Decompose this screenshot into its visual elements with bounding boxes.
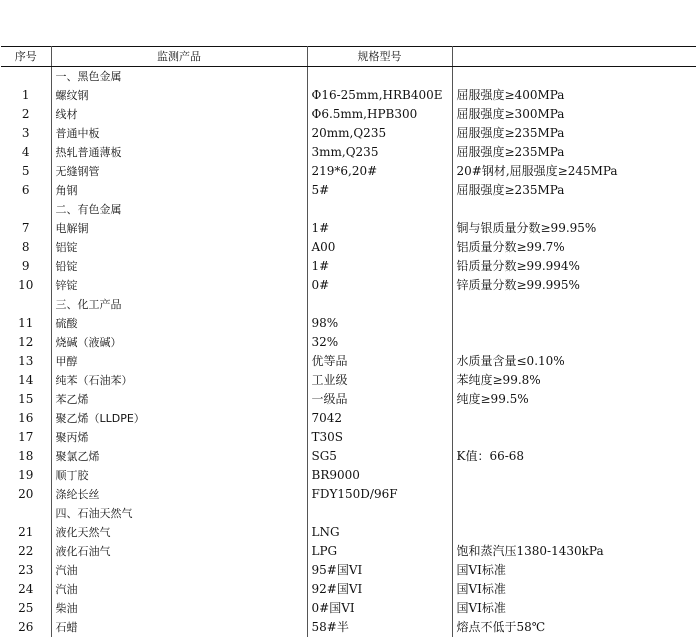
row-note xyxy=(452,314,696,333)
row-note: 国VI标准 xyxy=(456,563,506,577)
row-model: FDY150D/96F xyxy=(307,485,452,504)
row-note: 屈服强度≥300MPa xyxy=(456,107,565,121)
row-seq: 12 xyxy=(1,333,51,352)
row-note: 饱和蒸汽压1380-1430kPa xyxy=(456,544,604,558)
row-note: 锌质量分数≥99.995% xyxy=(456,278,580,292)
row-seq: 18 xyxy=(1,447,51,466)
table-row xyxy=(1,314,696,333)
row-product: 柴油 xyxy=(51,599,307,618)
row-model: 0# xyxy=(307,276,452,295)
row-model: 优等品 xyxy=(307,352,452,371)
row-product: 聚氯乙烯 xyxy=(51,447,307,466)
row-seq: 9 xyxy=(1,257,51,276)
category-label: 四、石油天然气 xyxy=(51,504,307,523)
row-product: 苯乙烯 xyxy=(51,390,307,409)
row-note: 铅质量分数≥99.994% xyxy=(456,259,580,273)
row-model: Φ6.5mm,HPB300 xyxy=(307,105,452,124)
row-product: 聚丙烯 xyxy=(51,428,307,447)
row-product: 电解铜 xyxy=(51,219,307,238)
table-row xyxy=(1,428,696,447)
row-model: A00 xyxy=(307,238,452,257)
row-product: 铝锭 xyxy=(51,238,307,257)
category-label: 二、有色金属 xyxy=(51,200,307,219)
row-model: 7042 xyxy=(307,409,452,428)
row-product: 硫酸 xyxy=(51,314,307,333)
table-row xyxy=(1,447,696,466)
row-product: 烧碱（液碱） xyxy=(51,333,307,352)
row-product: 线材 xyxy=(51,105,307,124)
table-row xyxy=(1,352,696,371)
header-seq: 序号 xyxy=(1,47,51,67)
row-model: 0#国VI xyxy=(307,599,452,618)
row-note: 屈服强度≥235MPa xyxy=(456,126,565,140)
row-product: 液化天然气 xyxy=(51,523,307,542)
row-product: 纯苯（石油苯） xyxy=(51,371,307,390)
row-note: K值：66-68 xyxy=(456,449,525,463)
table-row xyxy=(1,618,696,637)
row-note xyxy=(452,523,696,542)
table-row xyxy=(1,409,696,428)
row-product: 铅锭 xyxy=(51,257,307,276)
row-product: 螺纹钢 xyxy=(51,86,307,105)
row-model: LPG xyxy=(307,542,452,561)
table-row xyxy=(1,86,696,105)
category-seq-cell xyxy=(1,295,51,314)
table-row xyxy=(1,333,696,352)
row-seq: 14 xyxy=(1,371,51,390)
spec-table xyxy=(1,46,696,637)
header-product: 监测产品 xyxy=(51,47,307,67)
row-model: 一级品 xyxy=(307,390,452,409)
row-model: 219*6,20# xyxy=(307,162,452,181)
row-note: 水质量含量≤0.10% xyxy=(456,354,565,368)
table-header-row xyxy=(1,47,696,67)
table-row xyxy=(1,105,696,124)
row-note: 纯度≥99.5% xyxy=(456,392,529,406)
category-model-cell xyxy=(307,504,452,523)
row-product: 石蜡 xyxy=(51,618,307,637)
row-note: 屈服强度≥235MPa xyxy=(456,183,565,197)
row-note: 屈服强度≥235MPa xyxy=(456,145,565,159)
row-seq: 5 xyxy=(1,162,51,181)
row-note: 20#钢材,屈服强度≥245MPa xyxy=(456,164,618,178)
row-product: 甲醇 xyxy=(51,352,307,371)
row-product: 涤纶长丝 xyxy=(51,485,307,504)
row-note: 苯纯度≥99.8% xyxy=(456,373,541,387)
row-seq: 16 xyxy=(1,409,51,428)
row-note: 国VI标准 xyxy=(456,601,506,615)
row-product: 角钢 xyxy=(51,181,307,200)
table-row xyxy=(1,371,696,390)
table-row xyxy=(1,485,696,504)
table-row xyxy=(1,238,696,257)
row-note: 熔点不低于58℃ xyxy=(456,620,546,634)
row-product: 锌锭 xyxy=(51,276,307,295)
row-product: 无缝钢管 xyxy=(51,162,307,181)
row-seq: 15 xyxy=(1,390,51,409)
category-row xyxy=(1,67,696,87)
row-product: 聚乙烯（LLDPE） xyxy=(51,409,307,428)
row-model: 1# xyxy=(307,257,452,276)
row-product: 汽油 xyxy=(51,561,307,580)
table-row xyxy=(1,162,696,181)
row-seq: 20 xyxy=(1,485,51,504)
row-seq: 13 xyxy=(1,352,51,371)
row-note xyxy=(452,333,696,352)
row-seq: 3 xyxy=(1,124,51,143)
row-model: 58#半 xyxy=(307,618,452,637)
row-seq: 1 xyxy=(1,86,51,105)
row-seq: 11 xyxy=(1,314,51,333)
row-model: 1# xyxy=(307,219,452,238)
category-row xyxy=(1,200,696,219)
row-note xyxy=(452,485,696,504)
row-note xyxy=(452,466,696,485)
row-seq: 7 xyxy=(1,219,51,238)
table-row xyxy=(1,276,696,295)
category-note-cell xyxy=(452,67,696,87)
row-model: 3mm,Q235 xyxy=(307,143,452,162)
table-row xyxy=(1,257,696,276)
row-seq: 8 xyxy=(1,238,51,257)
category-row xyxy=(1,295,696,314)
row-seq: 26 xyxy=(1,618,51,637)
row-model: T30S xyxy=(307,428,452,447)
row-seq: 19 xyxy=(1,466,51,485)
row-product: 普通中板 xyxy=(51,124,307,143)
row-model: SG5 xyxy=(307,447,452,466)
row-seq: 10 xyxy=(1,276,51,295)
row-model: 工业级 xyxy=(307,371,452,390)
row-model: 32% xyxy=(307,333,452,352)
row-model: 92#国VI xyxy=(307,580,452,599)
category-row xyxy=(1,504,696,523)
category-model-cell xyxy=(307,200,452,219)
header-model: 规格型号 xyxy=(307,47,452,67)
row-note: 国VI标准 xyxy=(456,582,506,596)
header-note xyxy=(452,47,696,67)
table-row xyxy=(1,181,696,200)
table-row xyxy=(1,390,696,409)
row-product: 顺丁胶 xyxy=(51,466,307,485)
row-seq: 24 xyxy=(1,580,51,599)
category-note-cell xyxy=(452,200,696,219)
category-note-cell xyxy=(452,295,696,314)
row-model: 5# xyxy=(307,181,452,200)
row-note xyxy=(452,428,696,447)
row-note xyxy=(452,409,696,428)
row-model: 20mm,Q235 xyxy=(307,124,452,143)
table-row xyxy=(1,561,696,580)
table-row xyxy=(1,124,696,143)
row-product: 热轧普通薄板 xyxy=(51,143,307,162)
category-seq-cell xyxy=(1,504,51,523)
row-seq: 25 xyxy=(1,599,51,618)
category-seq-cell xyxy=(1,200,51,219)
row-seq: 23 xyxy=(1,561,51,580)
row-seq: 6 xyxy=(1,181,51,200)
row-model: Φ16-25mm,HRB400E xyxy=(307,86,452,105)
table-row xyxy=(1,542,696,561)
category-label: 一、黑色金属 xyxy=(51,67,307,87)
row-seq: 2 xyxy=(1,105,51,124)
category-note-cell xyxy=(452,504,696,523)
category-model-cell xyxy=(307,295,452,314)
row-product: 汽油 xyxy=(51,580,307,599)
row-product: 液化石油气 xyxy=(51,542,307,561)
table-row xyxy=(1,580,696,599)
row-note: 铜与银质量分数≥99.95% xyxy=(456,221,597,235)
table-row xyxy=(1,143,696,162)
table-row xyxy=(1,599,696,618)
table-row xyxy=(1,466,696,485)
category-model-cell xyxy=(307,67,452,87)
row-seq: 17 xyxy=(1,428,51,447)
row-model: LNG xyxy=(307,523,452,542)
table-row xyxy=(1,219,696,238)
category-seq-cell xyxy=(1,67,51,87)
row-model: BR9000 xyxy=(307,466,452,485)
category-label: 三、化工产品 xyxy=(51,295,307,314)
row-model: 98% xyxy=(307,314,452,333)
row-seq: 22 xyxy=(1,542,51,561)
row-note: 屈服强度≥400MPa xyxy=(456,88,565,102)
row-seq: 21 xyxy=(1,523,51,542)
table-row xyxy=(1,523,696,542)
document-title xyxy=(0,2,699,24)
row-note: 铝质量分数≥99.7% xyxy=(456,240,565,254)
row-seq: 4 xyxy=(1,143,51,162)
row-model: 95#国VI xyxy=(307,561,452,580)
table-body xyxy=(1,67,696,637)
